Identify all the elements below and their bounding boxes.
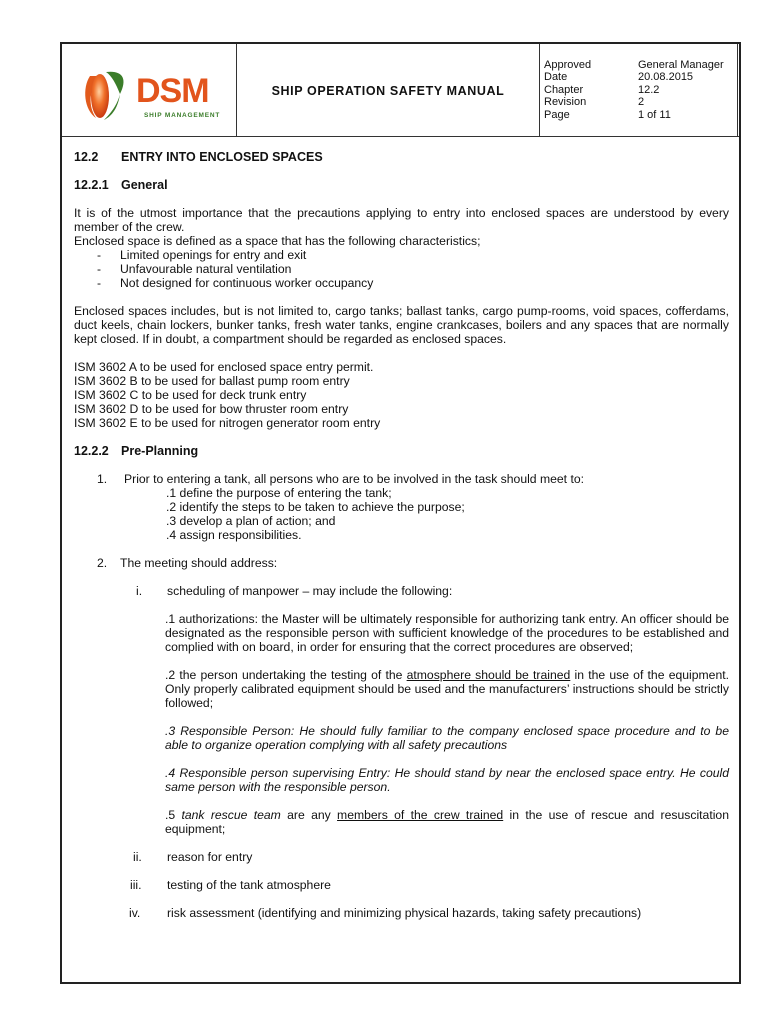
sub-item: .4 assign responsibilities. [166,528,302,542]
document-metadata [544,59,738,121]
meta-row-chapter: Chapter 12.2 [544,83,660,96]
ism-reference: ISM 3602 A to be used for enclosed space entry permit. [74,360,374,374]
paragraph: .1 authorizations: the Master will be ultimately responsible for authorizing tank entry. An officer should be designated as the responsible person with sufficient knowledge of the procedures to be established and complied with on board, in order for ensuring that the correct procedures are observed; [165,612,729,654]
document-page [60,42,741,984]
subsection-heading-preplanning: 12.2.2 Pre-Planning [74,444,199,458]
roman-item: i. scheduling of manpower – may include the following: [136,584,453,598]
numbered-item: 1. Prior to entering a tank, all persons who are to be involved in the task should meet to: [97,472,585,486]
section-heading: 12.2 ENTRY INTO ENCLOSED SPACES [74,150,323,164]
paragraph: .4 Responsible person supervising Entry: He should stand by near the enclosed space entry. He could same person with the responsible person. [165,766,729,794]
paragraph: .5 tank rescue team are any members of the crew trained in the use of rescue and resuscitation equipment; [165,808,729,836]
sub-item: .1 define the purpose of entering the tank; [166,486,392,500]
meta-row-page: Page 1 of 11 [544,108,671,121]
paragraph: Enclosed spaces includes, but is not limited to, cargo tanks; ballast tanks, cargo pump-rooms, void spaces, cofferdams, duct keels, chain lockers, bunker tanks, fresh water tanks, engine crankcases, boilers and any spaces that are normally kept closed. If in doubt, a compartment should be regarded as enclosed spaces. [74,304,729,346]
roman-item: ii. reason for entry [133,850,253,864]
meta-row-approved: Approved General Manager [544,59,724,71]
svg-text:DSM: DSM [136,72,209,110]
manual-title: SHIP OPERATION SAFETY MANUAL [237,44,540,137]
paragraph: Enclosed space is defined as a space that has the following characteristics; [74,234,481,248]
ism-reference: ISM 3602 B to be used for ballast pump room entry [74,374,350,388]
sub-item: .2 identify the steps to be taken to achieve the purpose; [166,500,465,514]
paragraph: It is of the utmost importance that the precautions applying to entry into enclosed spaces are understood by every member of the crew. [74,206,729,234]
svg-text:SHIP MANAGEMENT: SHIP MANAGEMENT [144,112,221,119]
list-item: - Not designed for continuous worker occupancy [97,276,374,290]
subsection-heading-general: 12.2.1 General [74,178,168,192]
numbered-item: 2. The meeting should address: [97,556,278,570]
dsm-logo-icon [62,44,237,137]
roman-item: iv. risk assessment (identifying and minimizing physical hazards, taking safety precautions) [129,906,642,920]
company-logo [62,44,237,137]
list-item: - Limited openings for entry and exit [97,248,307,262]
paragraph: .3 Responsible Person: He should fully familiar to the company enclosed space procedure and to be able to organize operation complying with all safety precautions [165,724,729,752]
document-body [74,150,729,920]
list-item: - Unfavourable natural ventilation [97,262,292,276]
meta-row-revision: Revision 2 [544,96,645,109]
paragraph: .2 the person undertaking the testing of the atmosphere should be trained in the use of the equipment. Only properly calibrated equipment should be used and the manufacturers’ instructions should be strictly followed; [165,668,729,710]
ism-reference: ISM 3602 D to be used for bow thruster room entry [74,402,349,416]
document-header [62,44,739,137]
roman-item: iii. testing of the tank atmosphere [130,878,331,892]
ism-reference: ISM 3602 C to be used for deck trunk entry [74,388,307,402]
meta-row-date: Date 20.08.2015 [544,71,694,84]
sub-item: .3 develop a plan of action; and [166,514,336,528]
ism-reference: ISM 3602 E to be used for nitrogen generator room entry [74,416,381,430]
